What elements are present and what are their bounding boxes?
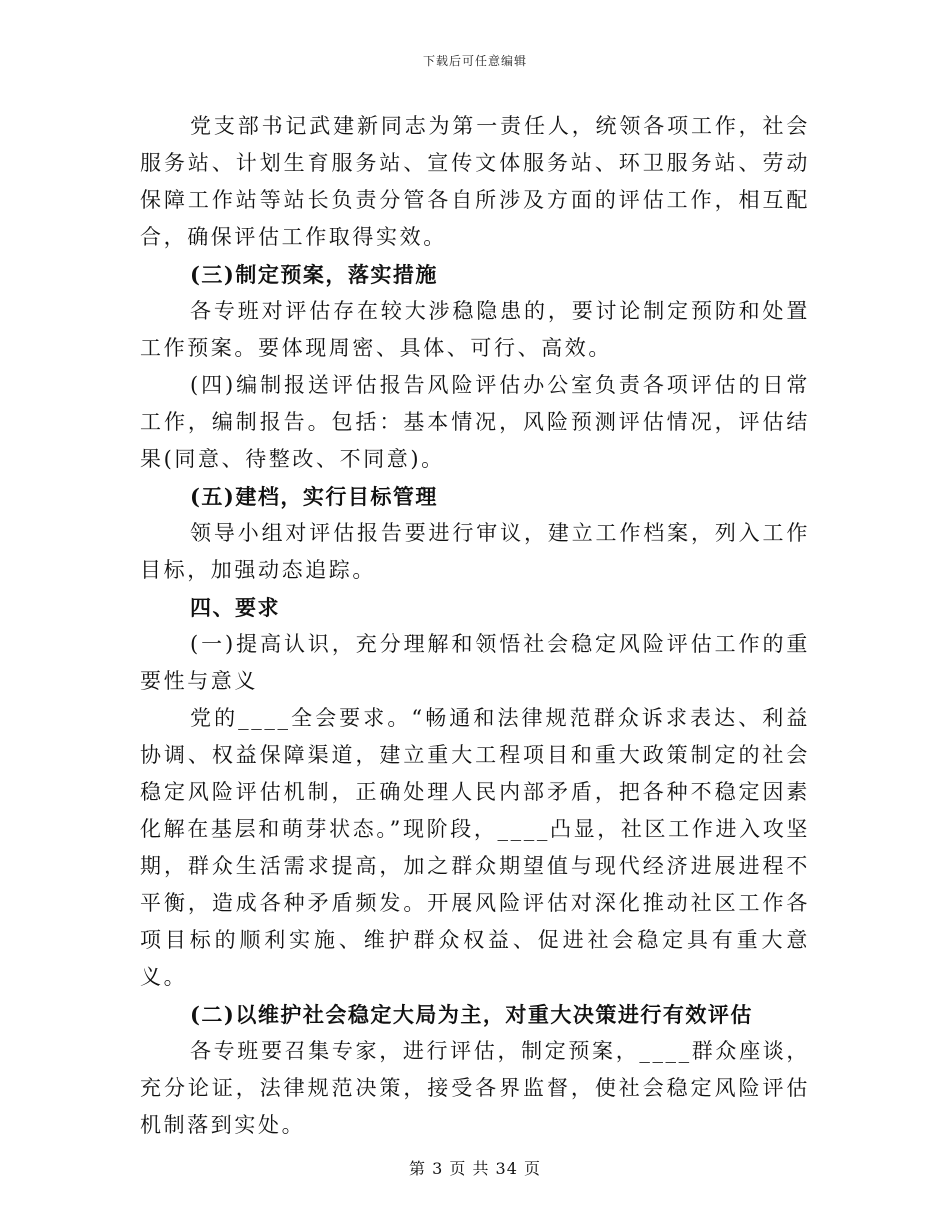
heading-section-3: (三)制定预案，落实措施 <box>190 262 438 287</box>
paragraph-expert-evaluation: 各专班要召集专家，进行评估，制定预案，____群众座谈，充分论证，法律规范决策，接受各界监督，使社会稳定风险评估机制落到实处。 <box>140 1039 810 1137</box>
heading-section-5: (五)建档，实行目标管理 <box>190 484 438 509</box>
document-body <box>140 108 810 1144</box>
heading-requirements: 四、要求 <box>190 595 280 620</box>
paragraph-plenary-requirements: 党的____全会要求。“畅通和法律规范群众诉求表达、利益协调、权益保障渠道，建立重大工程项目和重大政策制定的社会稳定风险评估机制，正确处理人民内部矛盾，把各种不稳定因素化解在基层和萌芽状态。”现阶段，____凸显，社区工作进入攻坚期，群众生活需求提高，加之群众期望值与现代经济进展进程不平衡，造成各种矛盾频发。开展风险评估对深化推动社区工作各项目标的顺利实施、维护群众权益、促进社会稳定具有重大意义。 <box>140 706 810 989</box>
paragraph-awareness-title: (一)提高认识，充分理解和领悟社会稳定风险评估工作的重要性与意义 <box>140 632 810 693</box>
paragraph-contingency-plan: 各专班对评估存在较大涉稳隐患的，要讨论制定预防和处置工作预案。要体现周密、具体、可行、高效。 <box>140 299 810 360</box>
header-note: 下载后可任意编辑 <box>422 54 527 68</box>
paragraph-report-compilation: (四)编制报送评估报告风险评估办公室负责各项评估的日常工作，编制报告。包括：基本情况，风险预测评估情况，评估结果(同意、待整改、不同意)。 <box>140 373 810 471</box>
paragraph-archive: 领导小组对评估报告要进行审议，建立工作档案，列入工作目标，加强动态追踪。 <box>140 521 810 582</box>
paragraph-responsibility: 党支部书记武建新同志为第一责任人，统领各项工作，社会服务站、计划生育服务站、宣传文体服务站、环卫服务站、劳动保障工作站等站长负责分管各自所涉及方面的评估工作，相互配合，确保评估工作取得实效。 <box>140 114 810 249</box>
page-number: 第 3 页 共 34 页 <box>409 1159 541 1178</box>
heading-stability-evaluation: (二)以维护社会稳定大局为主，对重大决策进行有效评估 <box>190 1002 753 1027</box>
